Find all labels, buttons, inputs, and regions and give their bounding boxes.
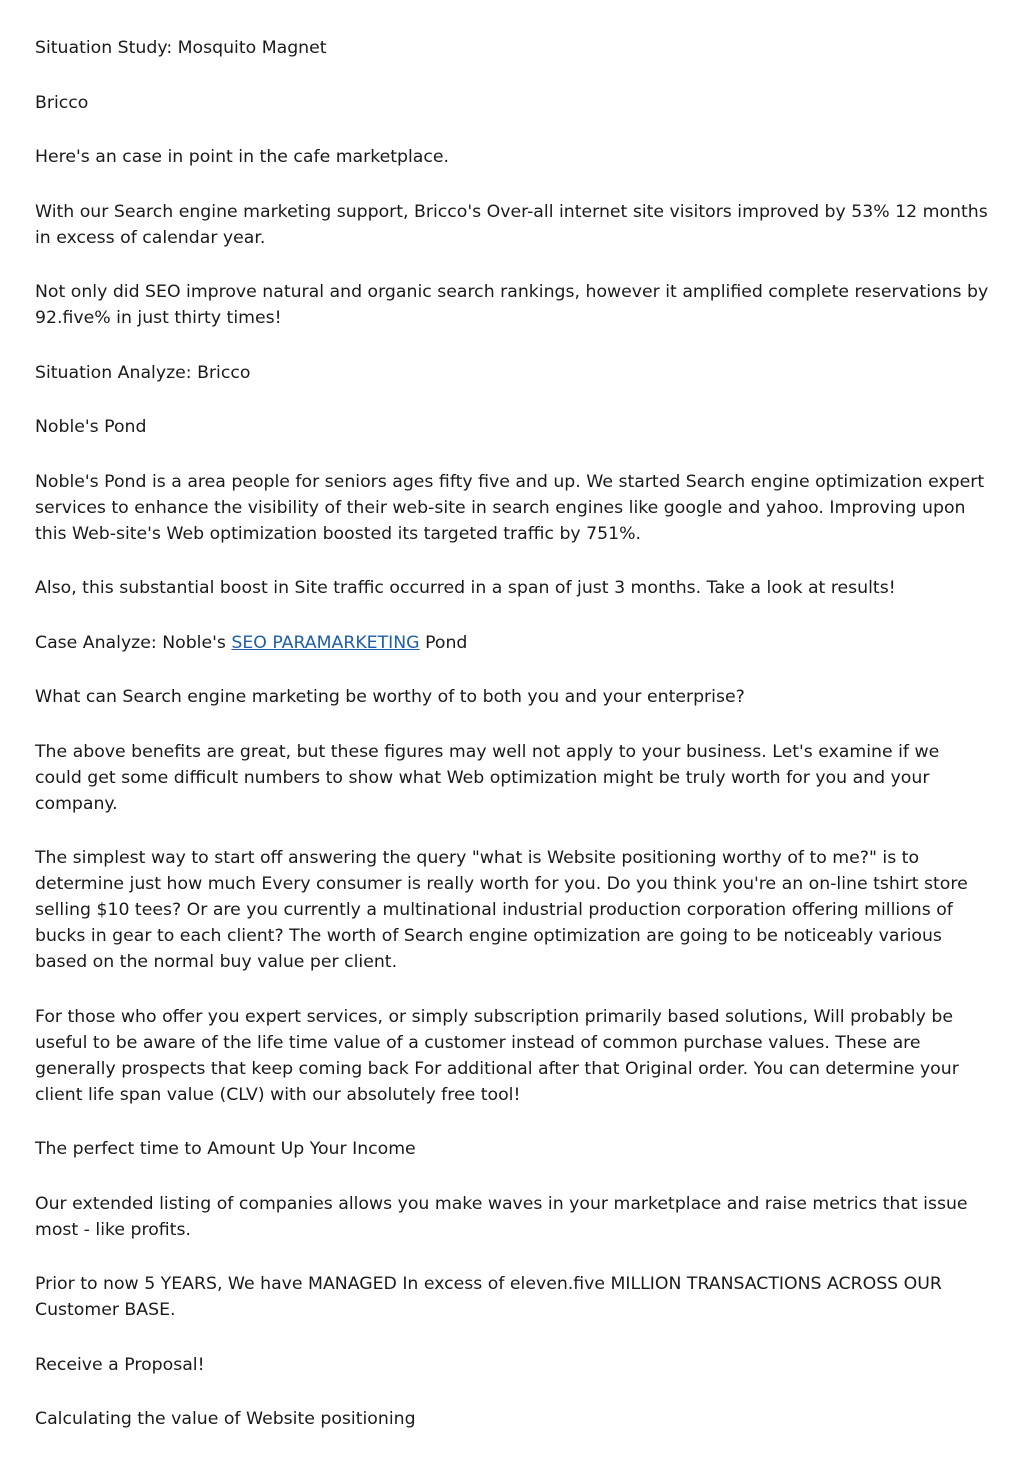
paragraph-benefits: The above benefits are great, but these figures may well not apply to your business. Let's examine if we could get some difficult numbers to show what Web optimization might be truly worth for you and your company. — [35, 741, 940, 814]
paragraph-simplest-way: The simplest way to start off answering the query "what is Website positioning worthy of to me?" is to determine just how much Every consumer is really worth for you. Do you think you're an on-line tshirt store selling $10 tees? Or are you currently a multinational industrial production corporation offering millions of bucks in gear to each client? The worth of Search engine optimization are going to be noticeably various based on the normal buy value per client. — [35, 848, 968, 972]
paragraph-lifetime-value: For those who offer you expert services, or simply subscription primarily based solutions, Will probably be useful to be aware of the life time value of a customer instead of common purchase values. These are generally prospects that keep coming back For additional after that Original order. You can determine your client life span value (CLV) with our absolutely free tool! — [35, 1006, 959, 1105]
paragraph-bricco-traffic: With our Search engine marketing support, Bricco's Over-all internet site visitors improved by 53% 12 months in excess of calendar year. — [35, 201, 988, 248]
paragraph-traffic-boost: Also, this substantial boost in Site traffic occurred in a span of just 3 months. Take a look at results! — [35, 578, 896, 598]
paragraph-nobles-pond-description: Noble's Pond is a area people for seniors ages fifty five and up. We started Search engine optimization expert services to enhance the visibility of their web-site in search engines like google and yahoo. Improving upon this Web-site's Web optimization boosted its targeted traffic by 751%. — [35, 471, 985, 544]
paragraph-bricco: Bricco — [35, 92, 89, 113]
paragraph-calculating-value: Calculating the value of Website positioning — [35, 1409, 416, 1429]
paragraph-case-nobles-pond — [35, 630, 990, 656]
case-suffix-text: Pond — [419, 632, 468, 653]
document-body — [35, 35, 990, 1461]
paragraph-seo-worth-question: What can Search engine marketing be worthy of to both you and your enterprise? — [35, 687, 745, 707]
case-prefix-text: Case Analyze: Noble's — [35, 632, 232, 653]
paragraph-case-bricco: Situation Analyze: Bricco — [35, 362, 251, 383]
paragraph-cafe-example: Here's an case in point in the cafe marketplace. — [35, 147, 450, 167]
paragraph-nobles-pond: Noble's Pond — [35, 417, 147, 437]
seo-paramarketing-link[interactable]: SEO PARAMARKETING — [231, 632, 420, 653]
paragraph-services-list: Our extended listing of companies allows you make waves in your marketplace and raise metrics that issue most - like profits. — [35, 1193, 968, 1240]
paragraph-proposal: Receive a Proposal! — [35, 1354, 205, 1375]
paragraph-income-heading: The perfect time to Amount Up Your Income — [35, 1139, 416, 1159]
paragraph-heading-mosquito-magnet: Situation Study: Mosquito Magnet — [35, 38, 327, 58]
paragraph-transactions: Prior to now 5 YEARS, We have MANAGED In excess of eleven.five MILLION TRANSACTIONS ACROSS OUR Customer BASE. — [35, 1274, 942, 1320]
paragraph-bricco-reservations: Not only did SEO improve natural and organic search rankings, however it amplified complete reservations by 92.five% in just thirty times! — [35, 282, 989, 328]
